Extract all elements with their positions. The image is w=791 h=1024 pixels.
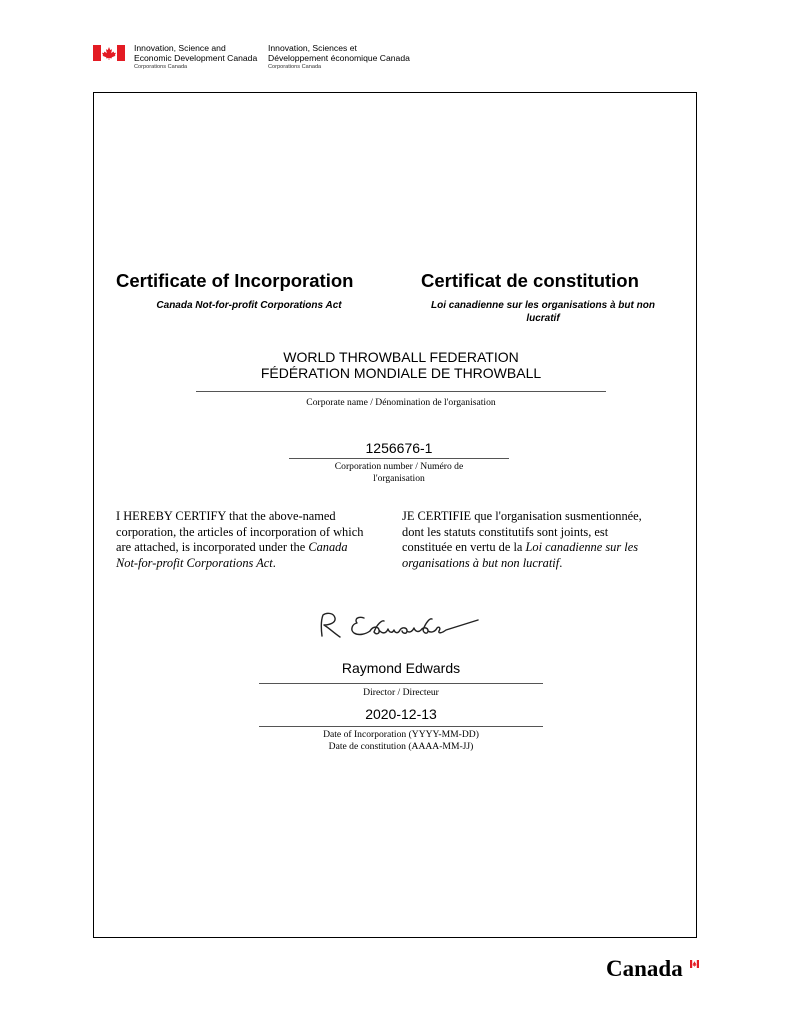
corporate-name-en: WORLD THROWBALL FEDERATION: [283, 349, 519, 365]
director-caption: Director / Directeur: [363, 687, 439, 698]
department-name-fr: Innovation, Sciences et Développement économique Canada Corporations Canada: [268, 43, 410, 70]
director-rule: [259, 683, 543, 684]
department-sub-fr: Corporations Canada: [268, 64, 322, 70]
certify-text-fr: JE CERTIFIE que l'organisation susmentionnée, dont les statuts constitutifs sont joints, est constituée en vertu de la Loi canadienne sur les organisations à but non lucratif.: [402, 509, 642, 570]
canada-flag-icon: [93, 45, 125, 61]
act-name-fr: Loi canadienne sur les organisations à but non lucratif: [431, 300, 655, 324]
department-name-en: Innovation, Science and Economic Development Canada Corporations Canada: [134, 43, 258, 70]
canada-wordmark: Canada: [606, 956, 683, 981]
corporate-name-caption: Corporate name / Dénomination de l'organisation: [306, 397, 496, 408]
department-sub-en: Corporations Canada: [134, 64, 188, 70]
corporation-number-rule: [289, 458, 509, 459]
title-en: Certificate of Incorporation: [116, 270, 354, 291]
corporate-name-fr: FÉDÉRATION MONDIALE DE THROWBALL: [260, 364, 542, 381]
title-fr: Certificat de constitution: [421, 270, 639, 291]
date-caption: Date of Incorporation (YYYY-MM-DD) Date de constitution (AAAA-MM-JJ): [323, 729, 479, 752]
corporation-number: 1256676-1: [365, 440, 433, 456]
corporate-name-rule: [196, 391, 606, 392]
wordmark-flag-icon: [690, 960, 699, 968]
director-name: Raymond Edwards: [341, 660, 461, 676]
director-signature: [310, 606, 490, 646]
act-name-en: Canada Not-for-profit Corporations Act: [156, 300, 342, 311]
corporate-name: [196, 350, 606, 381]
corporation-number-caption: Corporation number / Numéro de l'organisation: [334, 461, 464, 484]
incorporation-date: 2020-12-13: [365, 706, 437, 722]
date-rule: [259, 726, 543, 727]
certify-text-en: I HEREBY CERTIFY that the above-named corporation, the articles of incorporation of which are attached, is incorporated under the Canada Not-for-profit Corporations Act.: [116, 509, 364, 570]
